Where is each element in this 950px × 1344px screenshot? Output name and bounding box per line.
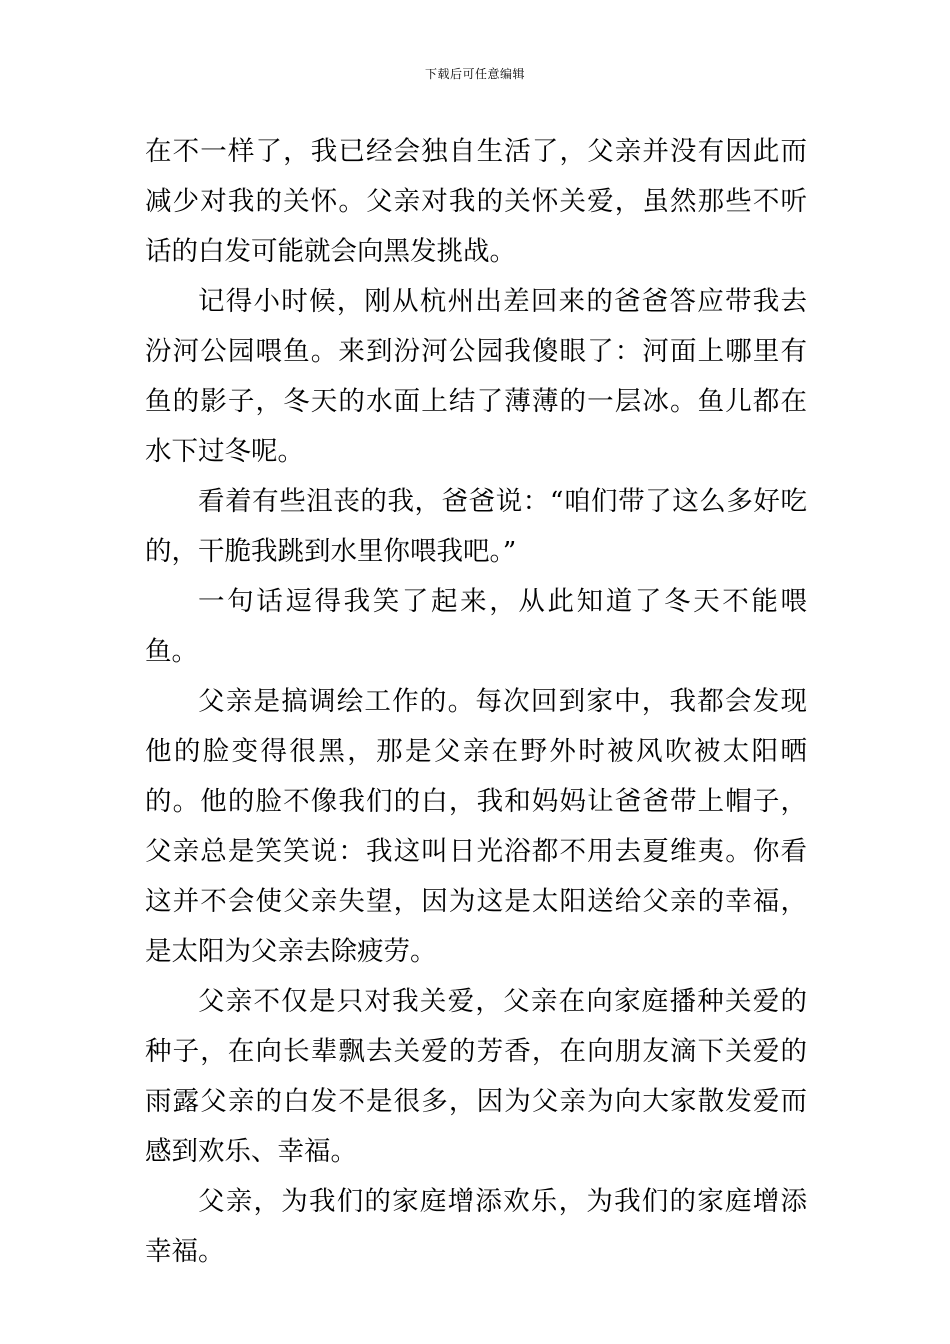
paragraph-3: 看着有些沮丧的我，爸爸说：“咱们带了这么多好吃的，干脆我跳到水里你喂我吧。” [145, 486, 807, 567]
paragraph-1: 在不一样了，我已经会独自生活了，父亲并没有因此而减少对我的关怀。父亲对我的关怀关爱，虽然那些不听话的白发可能就会向黑发挑战。 [145, 136, 807, 267]
paragraph-2: 记得小时候，刚从杭州出差回来的爸爸答应带我去汾河公园喂鱼。来到汾河公园我傻眼了：河面上哪里有鱼的影子，冬天的水面上结了薄薄的一层冰。鱼儿都在水下过冬呢。 [145, 286, 807, 467]
page-header: 下载后可任意编辑 [424, 67, 525, 81]
paragraph-6: 父亲不仅是只对我关爱，父亲在向家庭播种关爱的种子，在向长辈飘去关爱的芳香，在向朋友滴下关爱的雨露父亲的白发不是很多，因为父亲为向大家散发爱而感到欢乐、幸福。 [145, 986, 807, 1167]
paragraph-5: 父亲是搞调绘工作的。每次回到家中，我都会发现他的脸变得很黑，那是父亲在野外时被风吹被太阳晒的。他的脸不像我们的白，我和妈妈让爸爸带上帽子，父亲总是笑笑说：我这叫日光浴都不用去夏维夷。你看这并不会使父亲失望，因为这是太阳送给父亲的幸福，是太阳为父亲去除疲劳。 [145, 686, 807, 967]
paragraph-4: 一句话逗得我笑了起来，从此知道了冬天不能喂鱼。 [145, 586, 807, 667]
paragraph-7: 父亲，为我们的家庭增添欢乐，为我们的家庭增添幸福。 [145, 1186, 807, 1267]
document-body [145, 127, 807, 1277]
